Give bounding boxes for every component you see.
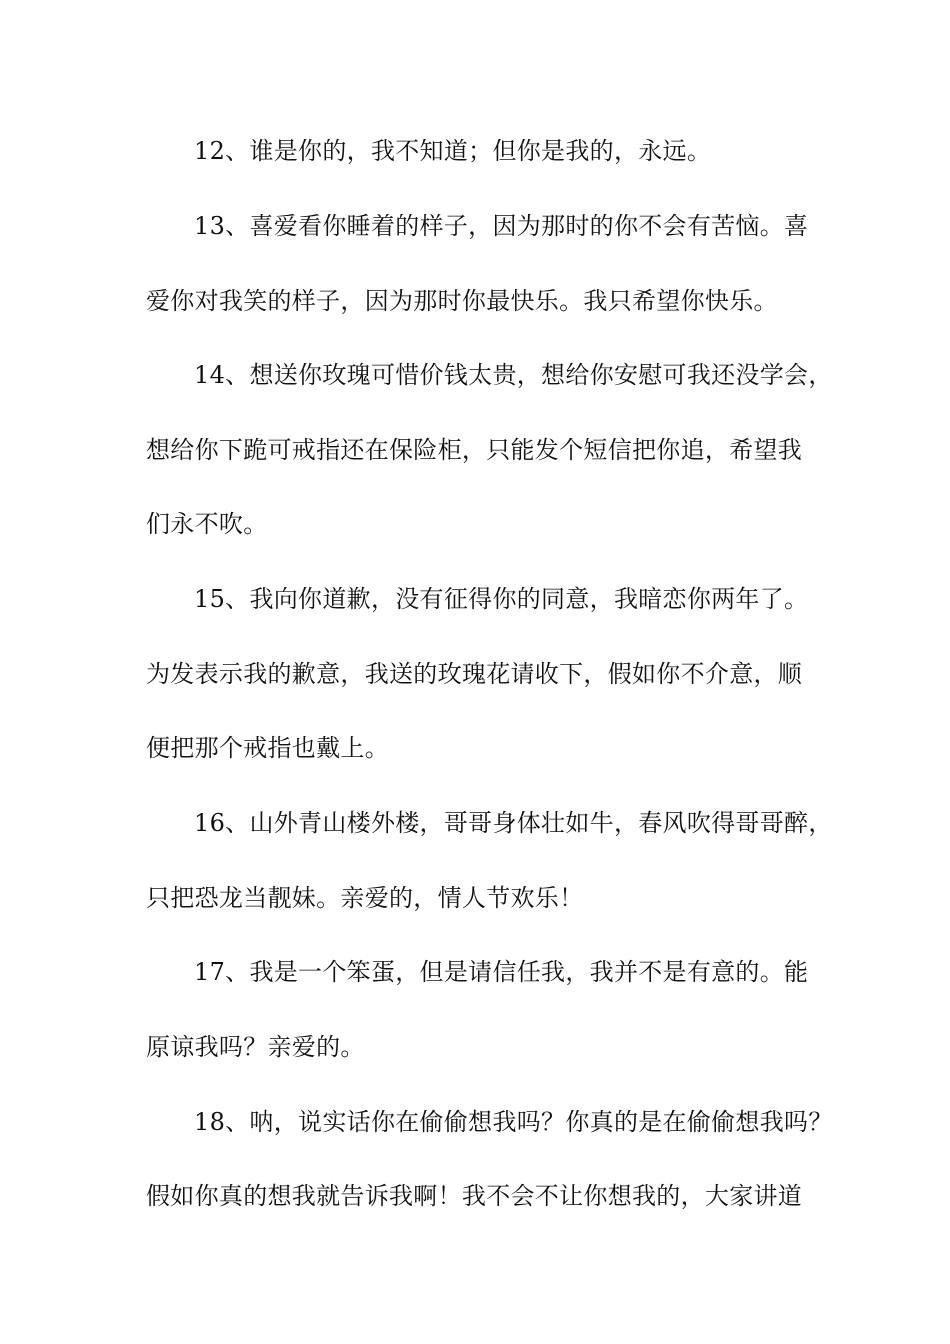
paragraph-14-line-3: 们永不吹。 [146,510,268,538]
paragraph-18-line-1: 18、呐，说实话你在偷偷想我吗？你真的是在偷偷想我吗？ [194,1108,833,1136]
paragraph-13-line-1: 13、喜爱看你睡着的样子，因为那时的你不会有苦恼。喜 [194,212,809,240]
paragraph-14-line-1: 14、想送你玫瑰可惜价钱太贵，想给你安慰可我还没学会， [194,361,833,389]
paragraph-16-line-2: 只把恐龙当靓妹。亲爱的，情人节欢乐！ [146,884,584,912]
paragraph-16-line-1: 16、山外青山楼外楼，哥哥身体壮如牛，春风吹得哥哥醉， [194,809,833,837]
paragraph-12-line-1: 12、谁是你的，我不知道；但你是我的，永远。 [194,137,712,165]
paragraph-15-line-1: 15、我向你道歉，没有征得你的同意，我暗恋你两年了。 [194,585,809,613]
paragraph-15-line-2: 为发表示我的歉意，我送的玫瑰花请收下，假如你不介意，顺 [146,660,803,688]
paragraph-13-line-2: 爱你对我笑的样子，因为那时你最快乐。我只希望你快乐。 [146,287,778,315]
paragraph-18-line-2: 假如你真的想我就告诉我啊！我不会不让你想我的，大家讲道 [146,1182,803,1210]
paragraph-17-line-1: 17、我是一个笨蛋，但是请信任我，我并不是有意的。能 [194,958,809,986]
paragraph-17-line-2: 原谅我吗？亲爱的。 [146,1033,365,1061]
paragraph-15-line-3: 便把那个戒指也戴上。 [146,734,389,762]
paragraph-14-line-2: 想给你下跪可戒指还在保险柜，只能发个短信把你追，希望我 [146,436,803,464]
